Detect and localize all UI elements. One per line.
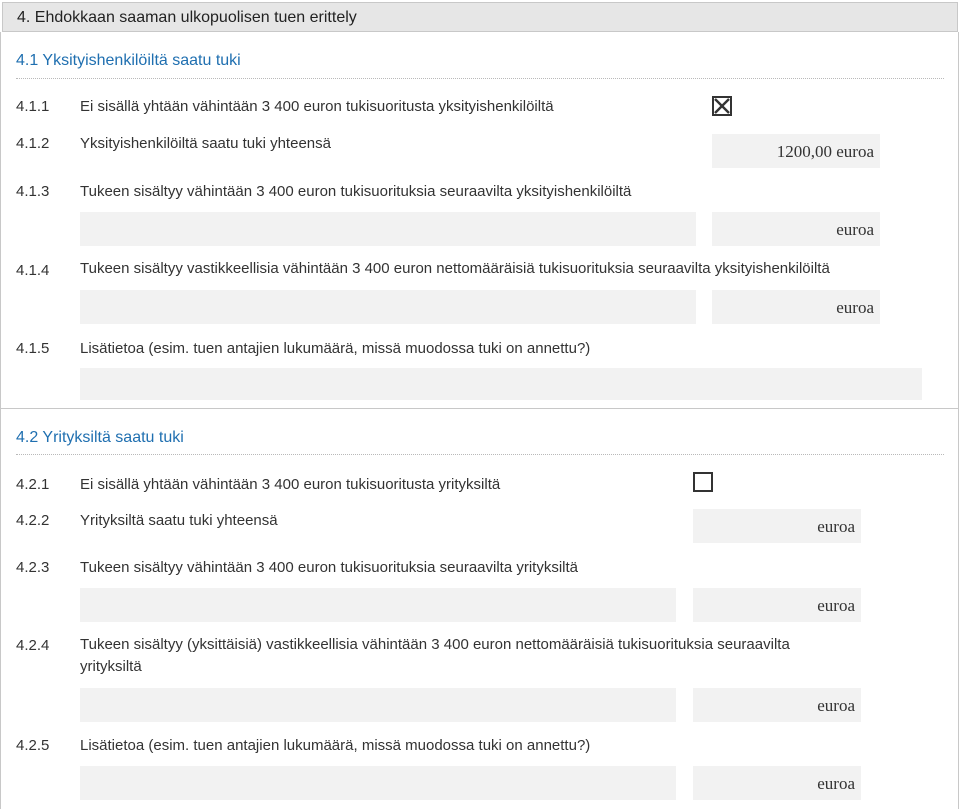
row-number: 4.1.5 [16, 340, 50, 357]
private-donors-amount-field[interactable]: euroa [712, 212, 880, 246]
no-company-support-checkbox[interactable] [693, 472, 713, 492]
frame-border-right [958, 32, 959, 809]
section-header [2, 2, 958, 32]
row-number: 4.1.3 [16, 183, 50, 200]
row-label: Tukeen sisältyy vähintään 3 400 euron tukisuorituksia seuraavilta yksityishenkilöiltä [80, 183, 632, 200]
row-number: 4.1.1 [16, 98, 50, 115]
private-additional-info-field[interactable] [80, 368, 922, 400]
row-number: 4.2.2 [16, 512, 50, 529]
section-header-title: 4. Ehdokkaan saaman ulkopuolisen tuen erittely [17, 9, 357, 26]
private-donors-field[interactable] [80, 212, 696, 246]
row-number: 4.2.1 [16, 476, 50, 493]
checkbox-cross-icon [712, 96, 732, 116]
frame-border-left [0, 32, 1, 809]
section-divider [16, 454, 944, 455]
section-title-companies: 4.2 Yrityksiltä saatu tuki [16, 429, 184, 446]
row-label: Yksityishenkilöiltä saatu tuki yhteensä [80, 135, 331, 152]
section-title-private: 4.1 Yksityishenkilöiltä saatu tuki [16, 52, 241, 69]
row-label: Lisätietoa (esim. tuen antajien lukumäärä, missä muodossa tuki on annettu?) [80, 737, 591, 754]
private-support-total-field[interactable]: 1200,00 euroa [712, 134, 880, 168]
private-reciprocal-donors-field[interactable] [80, 290, 696, 324]
row-label: Ei sisällä yhtään vähintään 3 400 euron tukisuoritusta yrityksiltä [80, 476, 501, 493]
row-label: Lisätietoa (esim. tuen antajien lukumäärä, missä muodossa tuki on annettu?) [80, 340, 591, 357]
row-label: Yrityksiltä saatu tuki yhteensä [80, 512, 278, 529]
no-private-support-checkbox[interactable] [712, 96, 732, 116]
row-number: 4.2.3 [16, 559, 50, 576]
company-additional-info-field[interactable] [80, 766, 676, 800]
row-number: 4.2.4 [16, 637, 50, 654]
row-label: Tukeen sisältyy vastikkeellisia vähintään 3 400 euron nettomääräisiä tukisuorituksia seuraavilta yksityishenkilöiltä [80, 260, 830, 277]
row-label: Tukeen sisältyy vähintään 3 400 euron tukisuorituksia seuraavilta yrityksiltä [80, 559, 579, 576]
row-number: 4.2.5 [16, 737, 50, 754]
company-donors-amount-field[interactable]: euroa [693, 588, 861, 622]
row-number: 4.1.2 [16, 135, 50, 152]
row-number: 4.1.4 [16, 262, 50, 279]
row-label-line1: Tukeen sisältyy (yksittäisiä) vastikkeellisia vähintään 3 400 euron nettomääräisiä tukisuorituksia seuraavilta [80, 636, 790, 653]
row-label-line2: yrityksiltä [80, 658, 142, 675]
private-reciprocal-amount-field[interactable]: euroa [712, 290, 880, 324]
company-additional-amount-field[interactable]: euroa [693, 766, 861, 800]
section-divider [16, 78, 944, 79]
company-donors-field[interactable] [80, 588, 676, 622]
row-label: Ei sisällä yhtään vähintään 3 400 euron tukisuoritusta yksityishenkilöiltä [80, 98, 554, 115]
company-support-total-field[interactable]: euroa [693, 509, 861, 543]
company-reciprocal-amount-field[interactable]: euroa [693, 688, 861, 722]
company-reciprocal-donors-field[interactable] [80, 688, 676, 722]
section-separator [1, 408, 958, 409]
